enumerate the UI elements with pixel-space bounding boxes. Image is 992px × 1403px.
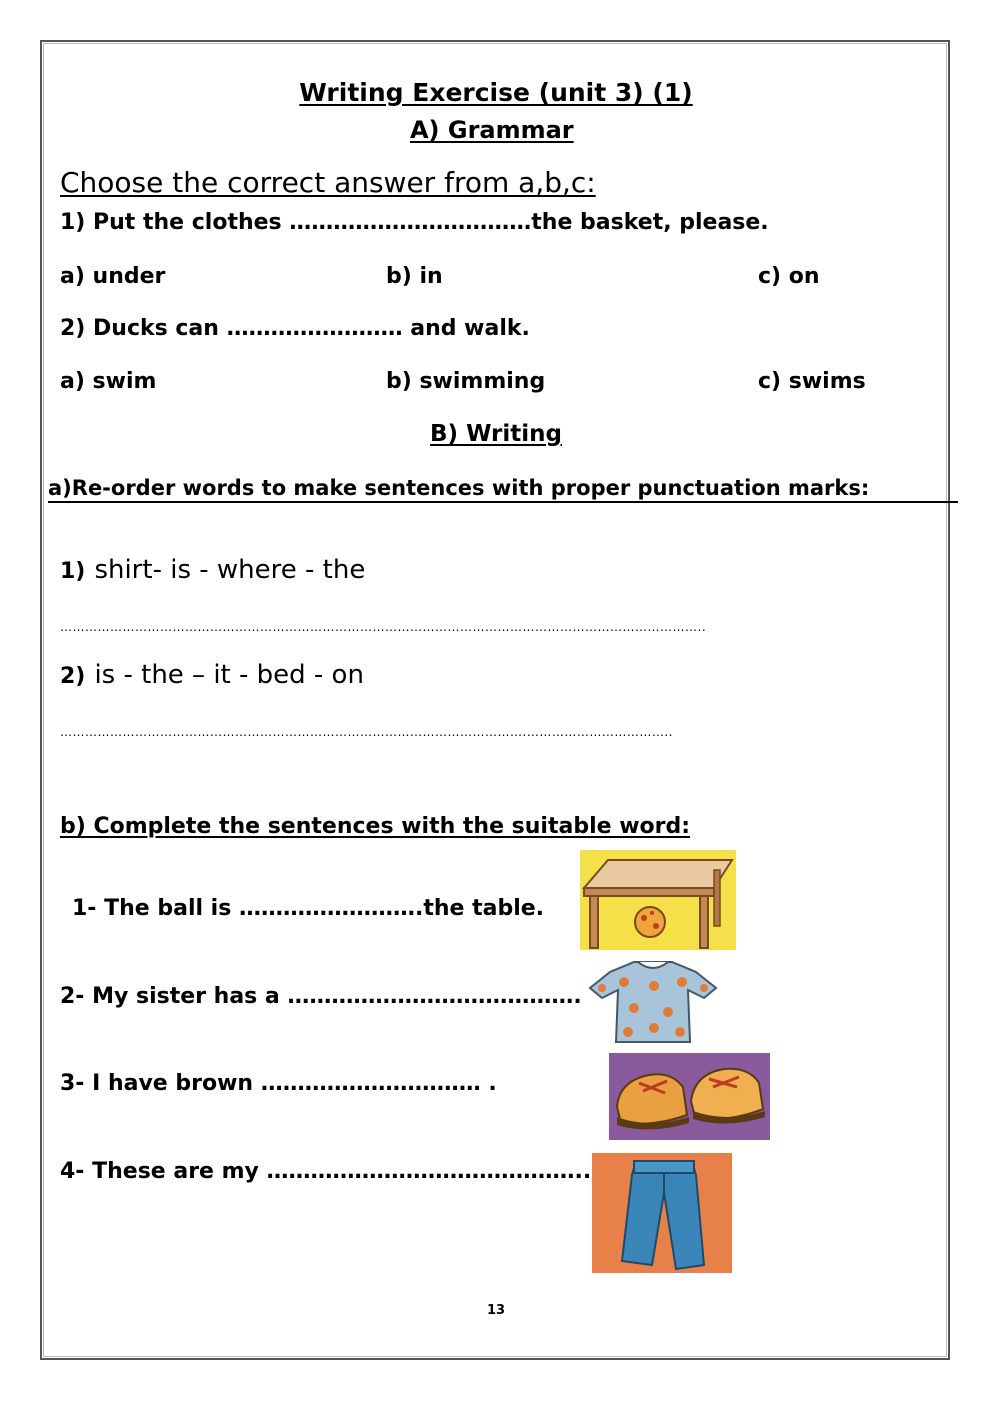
complete-heading: b) Complete the sentences with the suitable word: <box>60 814 691 839</box>
reorder-heading: a)Re-order words to make sentences with proper punctuation marks: <box>48 476 958 503</box>
section-b-heading: B) Writing <box>430 421 562 447</box>
dress-icon <box>584 956 722 1046</box>
reorder-words: is - the – it - bed - on <box>94 660 364 690</box>
trousers-icon <box>592 1153 732 1273</box>
question-2: 2) Ducks can …………………… and walk. <box>60 316 530 341</box>
q2-option-a: a) swim <box>60 369 157 394</box>
q1-option-a: a) under <box>60 264 166 289</box>
reorder-item-2 <box>60 660 364 690</box>
table-ball-icon <box>580 850 736 950</box>
answer-line-1: ……………………………………………………………………………………………………………………………………….. <box>60 620 707 634</box>
reorder-words: shirt- is - where - the <box>94 555 366 585</box>
choose-heading: Choose the correct answer from a,b,c: <box>60 166 596 199</box>
q2-option-b: b) swimming <box>386 369 546 394</box>
reorder-number: 1) <box>60 559 86 584</box>
complete-sentence-4: 4- These are my …………………………………….. <box>60 1159 592 1184</box>
section-a-heading <box>0 116 992 144</box>
complete-sentence-1: 1- The ball is …………………….the table. <box>72 896 545 921</box>
answer-line-2: ………………………………………………………………………………………………….…………………………….. <box>60 725 673 739</box>
section-a-label: A) Grammar <box>409 116 574 144</box>
complete-sentence-2: 2- My sister has a …………………………………. <box>60 984 582 1009</box>
complete-sentence-3: 3- I have brown ………………………… . <box>60 1071 497 1096</box>
page-number: 13 <box>486 1303 506 1318</box>
q1-option-b: b) in <box>386 264 443 289</box>
reorder-item-1 <box>60 555 365 585</box>
shoes-icon <box>609 1053 770 1140</box>
page-title: Writing Exercise (unit 3) (1) <box>299 78 693 107</box>
q1-option-c: c) on <box>758 264 820 289</box>
reorder-number: 2) <box>60 664 86 689</box>
q2-option-c: c) swims <box>758 369 866 394</box>
question-1: 1) Put the clothes ……………………………the basket, please. <box>60 210 769 235</box>
